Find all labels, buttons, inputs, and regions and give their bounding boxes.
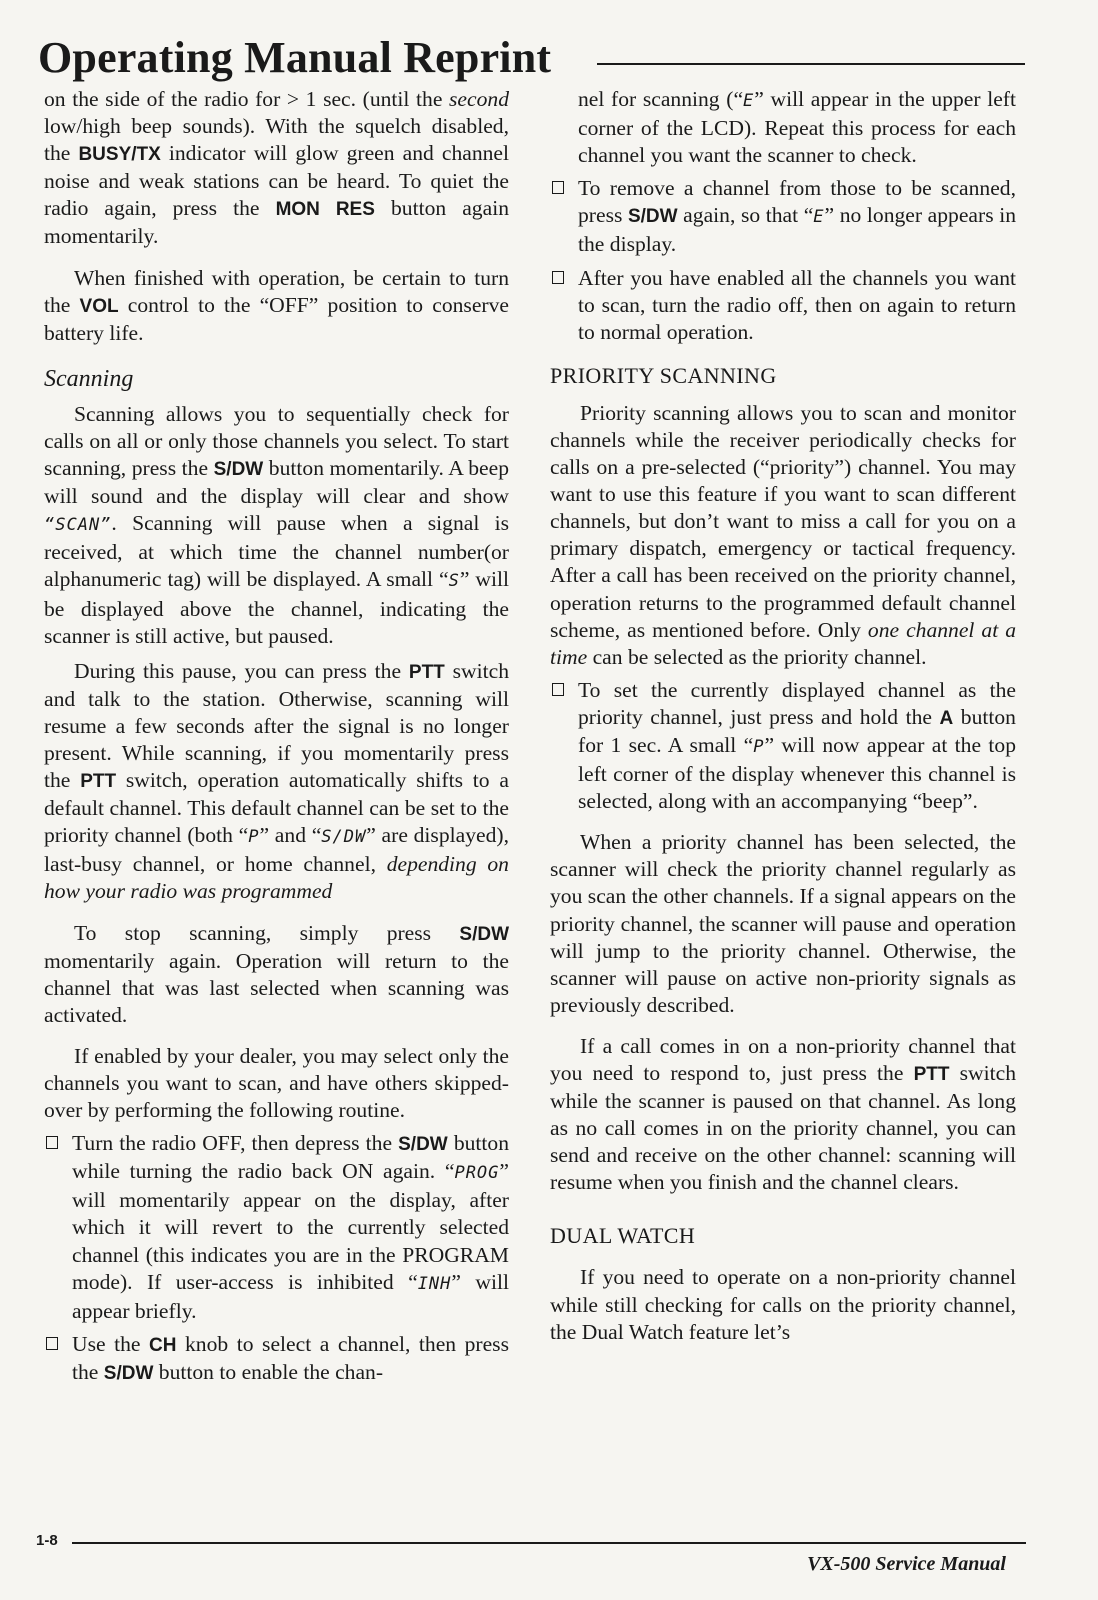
paragraph-select-channels: If enabled by your dealer, you may select only the channels you want to scan, and have others skipped-over by performing the following routine. bbox=[44, 1043, 509, 1123]
heading-scanning: Scanning bbox=[44, 365, 134, 392]
paragraph-non-priority-call: If a call comes in on a non-priority channel that you need to respond to, just press the PTT switch while the scanner is paused on that channel. As long as no call comes in on the priority channel, you can send and receive on the other channel: scanning will resume when you finish and the channel clears. bbox=[550, 1033, 1016, 1195]
paragraph-squelch: on the side of the radio for > 1 sec. (until the second low/high beep sounds). With the squelch disabled, the BUSY/TX indicator will glow green and channel noise and weak stations can be heard. To quiet the radio again, press the MON RES button again momentarily. bbox=[44, 87, 509, 249]
footer-manual-title: VX-500 Service Manual bbox=[807, 1553, 1006, 1575]
heading-dual-watch: DUAL WATCH bbox=[550, 1223, 696, 1249]
checkbox-bullet-icon bbox=[552, 271, 564, 284]
page-title: Operating Manual Reprint bbox=[38, 33, 552, 82]
footer-rule bbox=[72, 1542, 1026, 1544]
checkbox-bullet-icon bbox=[552, 683, 564, 696]
checkbox-bullet-icon bbox=[46, 1337, 58, 1350]
paragraph-scanning-intro: Scanning allows you to sequentially check for calls on all or only those channels you select. To start scanning, press the S/DW button momentarily. A beep will sound and the display will clear and show “SCAN”. Scanning will pause when a signal is received, at which time the channel number(or alphanumeric tag) will be displayed. A small “S” will be displayed above the channel, indicating the scanner is still active, but paused. bbox=[44, 401, 509, 648]
checkbox-bullet-icon bbox=[46, 1136, 58, 1149]
checkbox-bullet-icon bbox=[552, 181, 564, 194]
paragraph-stop-scanning: To stop scanning, simply press S/DW momentarily again. Operation will return to the channel that was last selected when scanning was activated. bbox=[44, 920, 509, 1027]
right-column bbox=[550, 86, 1016, 1346]
bullet-remove-channel: To remove a channel from those to be scanned, press S/DW again, so that “E” no longer appears in the display. bbox=[550, 175, 1016, 258]
heading-priority-scanning: PRIORITY SCANNING bbox=[550, 362, 777, 388]
paragraph-priority-intro: Priority scanning allows you to scan and monitor channels while the receiver periodically checks for calls on a pre-selected (“priority”) channel. You may want to use this feature if you want to scan different channels, but don’t want to miss a call for you on a primary dispatch, emergency or tactical frequency. After a call has been received on the priority channel, operation returns to the programmed default channel scheme, as mentioned before. Only one channel at a time can be selected as the priority channel. bbox=[550, 400, 1016, 669]
paragraph-dual-watch: If you need to operate on a non-priority channel while still checking for calls on the priority channel, the Dual Watch feature let’s bbox=[550, 1265, 1016, 1344]
bullet-program-mode: Turn the radio OFF, then depress the S/DW button while turning the radio back ON again. “PROG” will momentarily appear on the display, after which it will revert to the currently selected channel (this indicates you are in the PROGRAM mode). If user-access is inhibited “INH” will appear briefly. bbox=[44, 1130, 509, 1325]
title-rule bbox=[597, 63, 1025, 65]
bullet-select-channel: Use the CH knob to select a channel, then press the S/DW button to enable the chan- bbox=[44, 1331, 509, 1387]
left-column bbox=[44, 86, 509, 1387]
bullet-finish-enabling: After you have enabled all the channels you want to scan, turn the radio off, then on again to return to normal operation. bbox=[550, 265, 1016, 346]
page-number: 1-8 bbox=[36, 1532, 58, 1549]
paragraph-priority-check: When a priority channel has been selected, the scanner will check the priority channel regularly as you scan the other channels. If a signal appears on the priority channel, the scanner will pause and operation will jump to the priority channel. Otherwise, the scanner will pause on active non-priority signals as previously described. bbox=[550, 830, 1016, 1017]
paragraph-scan-pause: During this pause, you can press the PTT switch and talk to the station. Otherwise, scanning will resume a few seconds after the signal is no longer present. While scanning, if you momentarily press the PTT switch, operation automatically shifts to a default channel. This default channel can be set to the priority channel (both “P” and “S/DW” are displayed), last-busy channel, or home channel, depending on how your radio was programmed bbox=[44, 658, 510, 904]
bullet-set-priority: To set the currently displayed channel as the priority channel, just press and hold the A button for 1 sec. A small “P” will now appear at the top left corner of the display whenever this channel is selected, along with an accompanying “beep”. bbox=[550, 677, 1016, 815]
paragraph-power-off: When finished with operation, be certain to turn the VOL control to the “OFF” position to conserve battery life. bbox=[44, 265, 509, 345]
paragraph-continued-bullet: nel for scanning (“E” will appear in the upper left corner of the LCD). Repeat this process for each channel you want the scanner to check. bbox=[578, 87, 1016, 168]
